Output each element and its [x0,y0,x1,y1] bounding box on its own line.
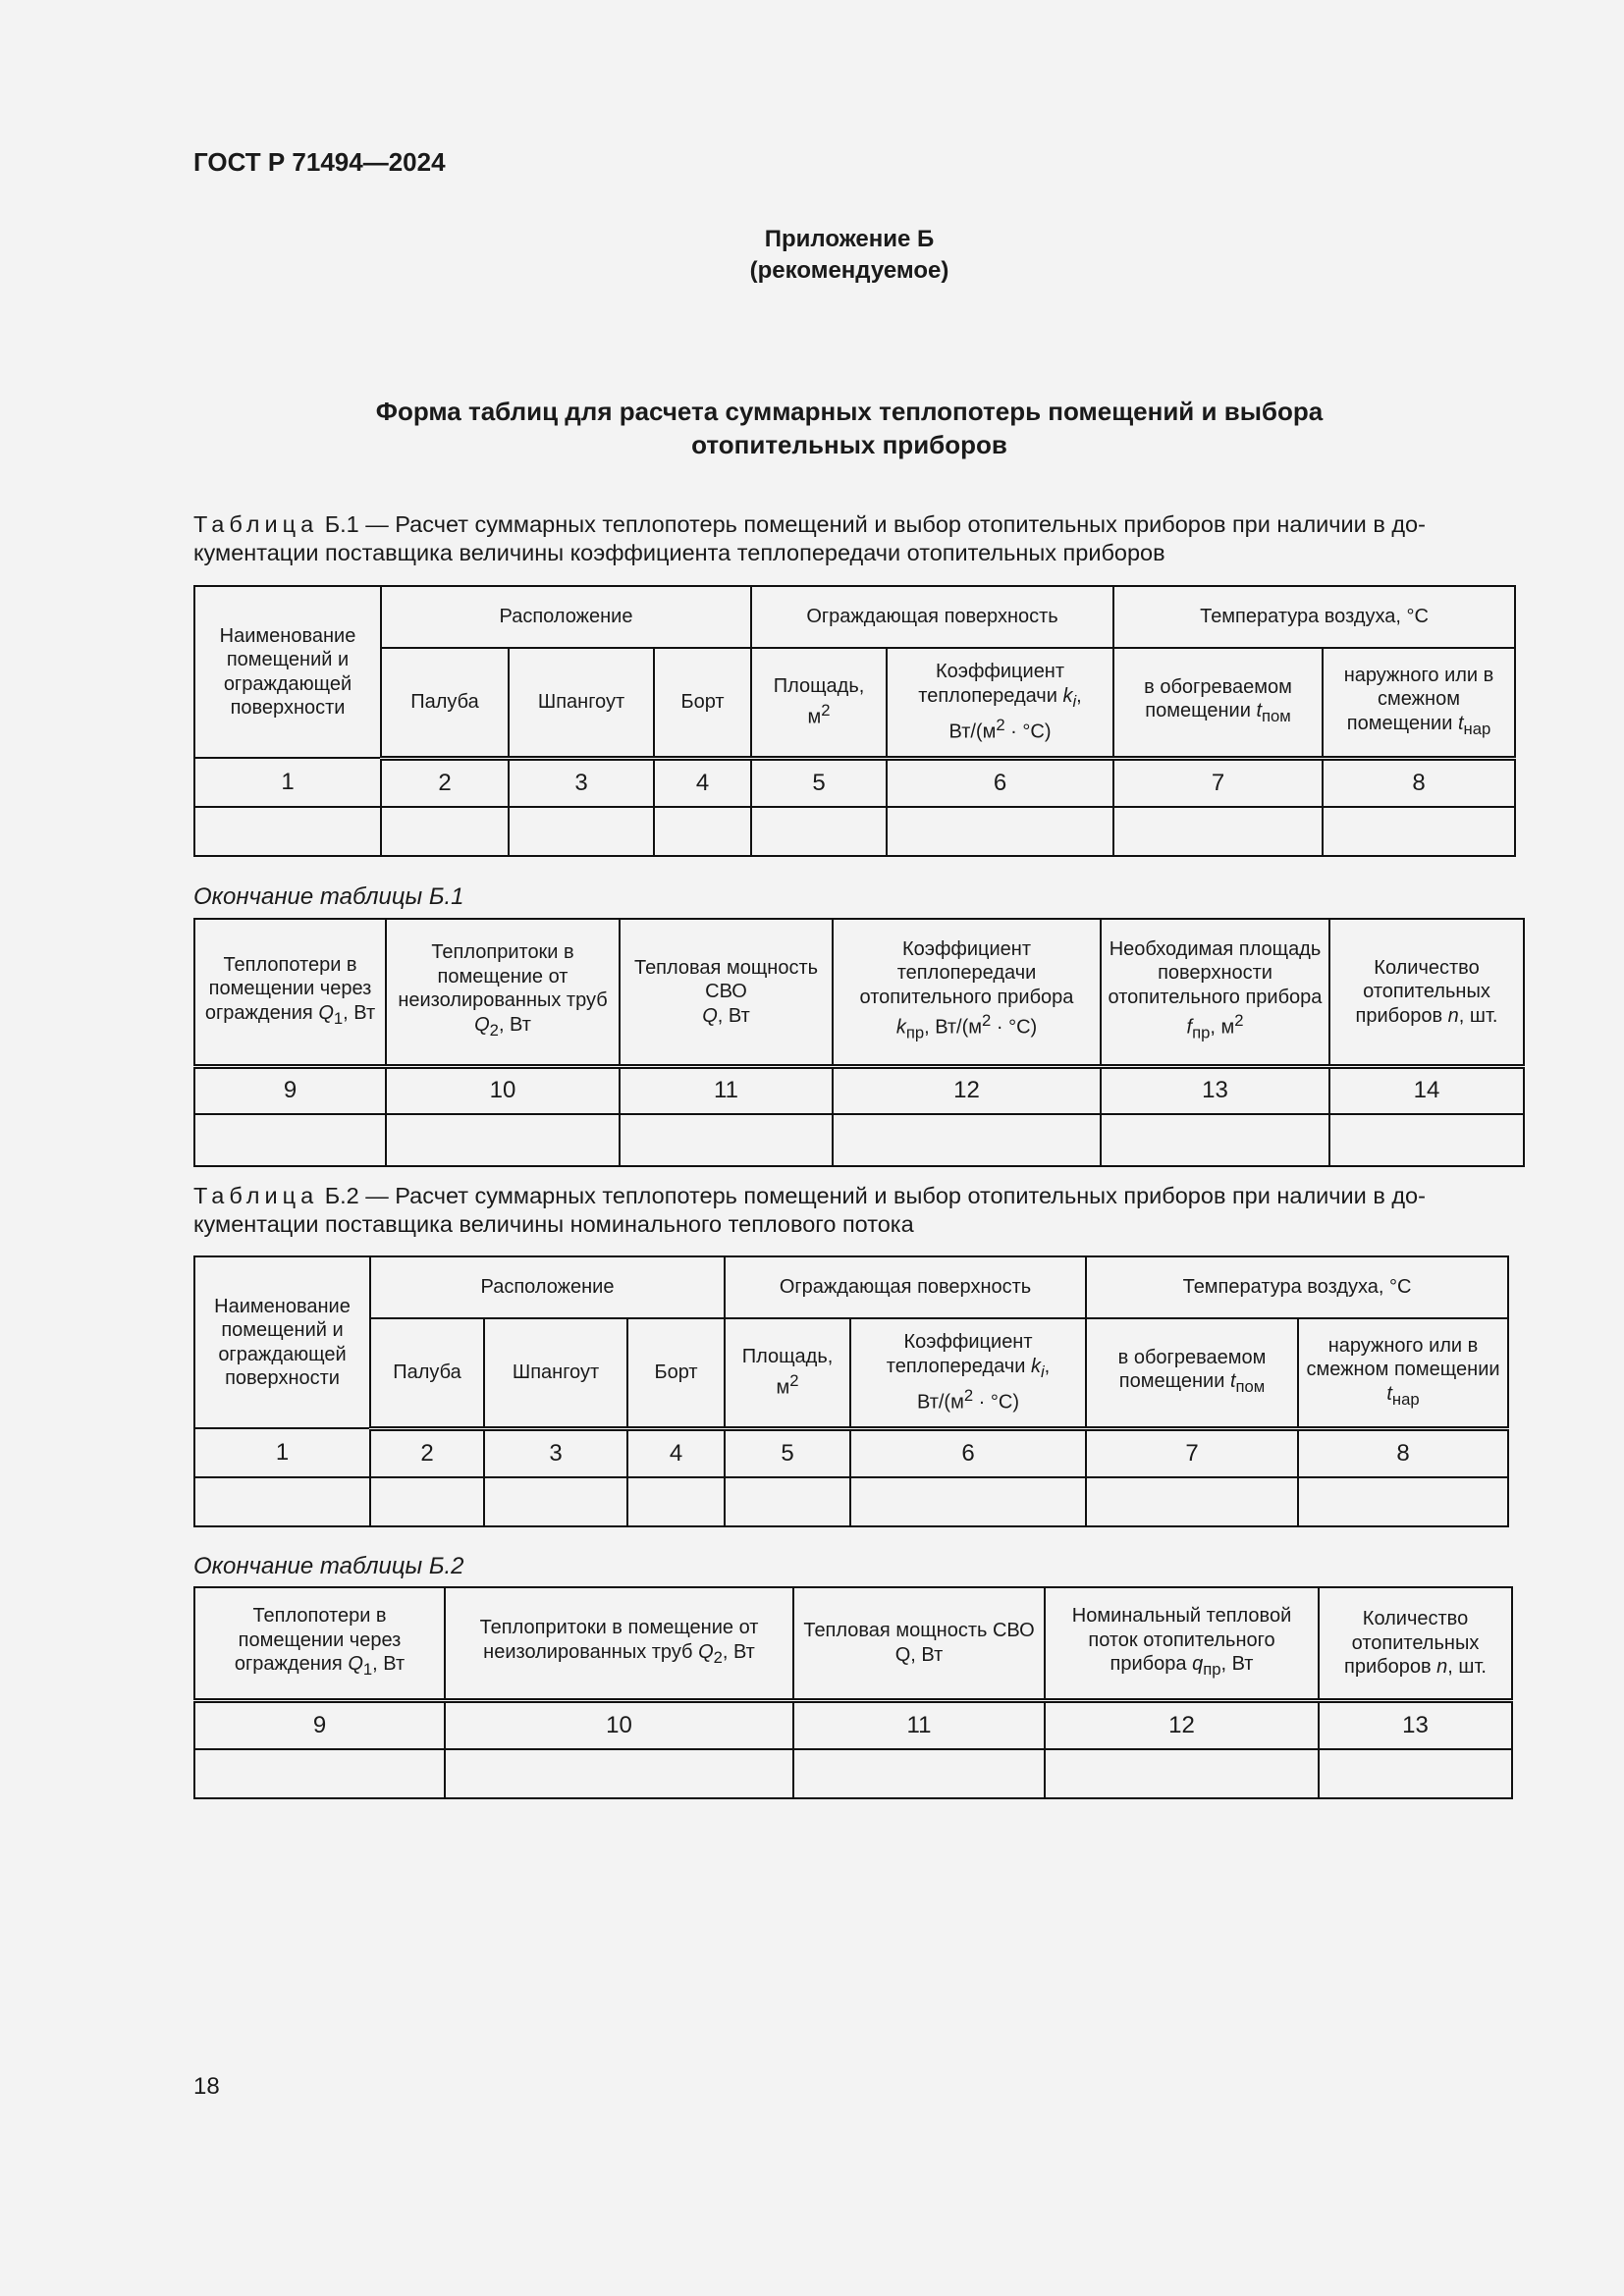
table-b2-end [193,1586,1513,1799]
header-area: Площадь, $м^2$ [751,648,887,758]
header-temp-inside: в обогреваемом помещении $t_{пом}$ [1113,648,1323,758]
appendix-status: (рекомендуемое) [749,257,949,284]
table-b1-caption [193,510,1512,567]
table-b2-caption-line-2: кументации поставщика величины номинального теплового потока [193,1211,914,1237]
header-nominal-flow: Номинальный тепловой поток отопительного прибора $q_{пр}$, Вт [1045,1587,1319,1700]
column-number: 2 [370,1428,484,1477]
empty-row [194,1477,1508,1526]
column-number: 6 [850,1428,1086,1477]
empty-cell [194,1114,386,1166]
header-area: Площадь, $м^2$ [725,1318,850,1428]
header-temperature: Температура воздуха, °С [1086,1256,1508,1318]
header-frame: Шпангоут [484,1318,627,1428]
header-name: Наименование помещений и ограждающей поверхности [194,586,381,758]
header-side: Борт [654,648,751,758]
column-number: 12 [833,1066,1101,1114]
empty-cell [509,807,654,856]
empty-cell [850,1477,1086,1526]
column-number: 8 [1323,758,1515,807]
appendix-title-line-1: Форма таблиц для расчета суммарных теплопотерь помещений и выбора [375,397,1324,426]
document-code: ГОСТ Р 71494—2024 [193,147,446,177]
empty-row [194,1114,1524,1166]
empty-cell [194,1749,445,1798]
empty-cell [1045,1749,1319,1798]
column-number: 8 [1298,1428,1508,1477]
empty-cell [484,1477,627,1526]
column-number: 5 [751,758,887,807]
header-side: Борт [627,1318,725,1428]
table-b2-caption [193,1182,1512,1239]
header-name: Наименование помещений и ограждающей поверхности [194,1256,370,1428]
header-heating-power: Тепловая мощность СВО Q, Вт [793,1587,1045,1700]
header-frame: Шпангоут [509,648,654,758]
header-heat-loss: Теплопотери в помещении через ограждения $Q_1$, Вт [194,919,386,1066]
empty-cell [1319,1749,1512,1798]
empty-cell [1298,1477,1508,1526]
empty-cell [1101,1114,1329,1166]
table-b1 [193,585,1516,857]
empty-cell [1086,1477,1298,1526]
appendix-heading [0,224,1624,287]
appendix-title [0,395,1624,461]
header-location: Расположение [370,1256,725,1318]
table-b1-end [193,918,1525,1167]
header-surface: Ограждающая поверхность [751,586,1113,648]
header-heat-gain: Теплопритоки в помещение от неизолированных труб $Q_2$, Вт [386,919,620,1066]
appendix-title-line-2: отопительных приборов [691,430,1007,459]
empty-cell [386,1114,620,1166]
column-number: 7 [1113,758,1323,807]
column-number: 9 [194,1066,386,1114]
header-required-area: Необходимая площадь поверхности отопительного прибора $f_{пр}$, $м^2$ [1101,919,1329,1066]
column-number: 13 [1319,1700,1512,1749]
header-deck: Палуба [370,1318,484,1428]
column-number: 1 [194,1428,370,1477]
column-number: 4 [654,758,751,807]
table-label: Таблица [193,511,319,537]
empty-cell [751,807,887,856]
column-number: 10 [445,1700,793,1749]
column-number: 5 [725,1428,850,1477]
empty-cell [445,1749,793,1798]
table-b2 [193,1255,1509,1527]
column-number: 9 [194,1700,445,1749]
empty-cell [627,1477,725,1526]
empty-cell [1113,807,1323,856]
empty-cell [194,1477,370,1526]
column-number: 4 [627,1428,725,1477]
column-number: 2 [381,758,509,807]
column-number: 12 [1045,1700,1319,1749]
column-number: 3 [509,758,654,807]
column-number: 10 [386,1066,620,1114]
empty-row [194,807,1515,856]
header-device-count: Количество отопительных приборов n, шт. [1319,1587,1512,1700]
header-heat-gain: Теплопритоки в помещение от неизолированных труб $Q_2$, Вт [445,1587,793,1700]
empty-cell [887,807,1113,856]
header-device-count: Количество отопительных приборов n, шт. [1329,919,1524,1066]
column-number: 1 [194,758,381,807]
header-location: Расположение [381,586,751,648]
header-temp-outside: наружного или в смежном помещении $t_{нар}$ [1298,1318,1508,1428]
column-number: 14 [1329,1066,1524,1114]
appendix-name: Приложение Б [764,226,935,252]
header-heat-loss: Теплопотери в помещении через ограждения $Q_1$, Вт [194,1587,445,1700]
table-b1-end-caption: Окончание таблицы Б.1 [193,883,464,910]
empty-cell [620,1114,833,1166]
empty-cell [1323,807,1515,856]
empty-cell [793,1749,1045,1798]
empty-cell [833,1114,1101,1166]
page-number: 18 [193,2073,220,2100]
column-number: 7 [1086,1428,1298,1477]
empty-cell [370,1477,484,1526]
empty-cell [725,1477,850,1526]
empty-row [194,1749,1512,1798]
header-temp-outside: наружного или в смежном помещении $t_{нар}$ [1323,648,1515,758]
table-b1-caption-text: Б.1 — Расчет суммарных теплопотерь помещений и выбор отопительных приборов при наличии в до- [324,511,1426,537]
header-device-coefficient: Коэффициент теплопередачи отопительного прибора $k_{пр}$, $Вт/(м^2 \cdot ^\circ С)$ [833,919,1101,1066]
table-b2-caption-text: Б.2 — Расчет суммарных теплопотерь помещений и выбор отопительных приборов при наличии в до- [324,1183,1426,1208]
header-deck: Палуба [381,648,509,758]
header-coefficient: Коэффициент теплопередачи $k_i$, $Вт/(м^2 \cdot ^\circ С)$ [850,1318,1086,1428]
empty-cell [654,807,751,856]
column-number: 6 [887,758,1113,807]
table-label: Таблица [193,1183,319,1208]
table-b2-end-caption: Окончание таблицы Б.2 [193,1553,464,1579]
column-number: 11 [793,1700,1045,1749]
header-temp-inside: в обогреваемом помещении $t_{пом}$ [1086,1318,1298,1428]
table-b1-caption-line-2: кументации поставщика величины коэффициента теплопередачи отопительных приборов [193,540,1165,565]
column-number: 3 [484,1428,627,1477]
column-number: 13 [1101,1066,1329,1114]
empty-cell [194,807,381,856]
header-coefficient: Коэффициент теплопередачи $k_i$, $Вт/(м^2 \cdot ^\circ С)$ [887,648,1113,758]
empty-cell [381,807,509,856]
header-heating-power: Тепловая мощность СВО Q, Вт [620,919,833,1066]
header-temperature: Температура воздуха, °С [1113,586,1515,648]
empty-cell [1329,1114,1524,1166]
header-surface: Ограждающая поверхность [725,1256,1086,1318]
column-number: 11 [620,1066,833,1114]
